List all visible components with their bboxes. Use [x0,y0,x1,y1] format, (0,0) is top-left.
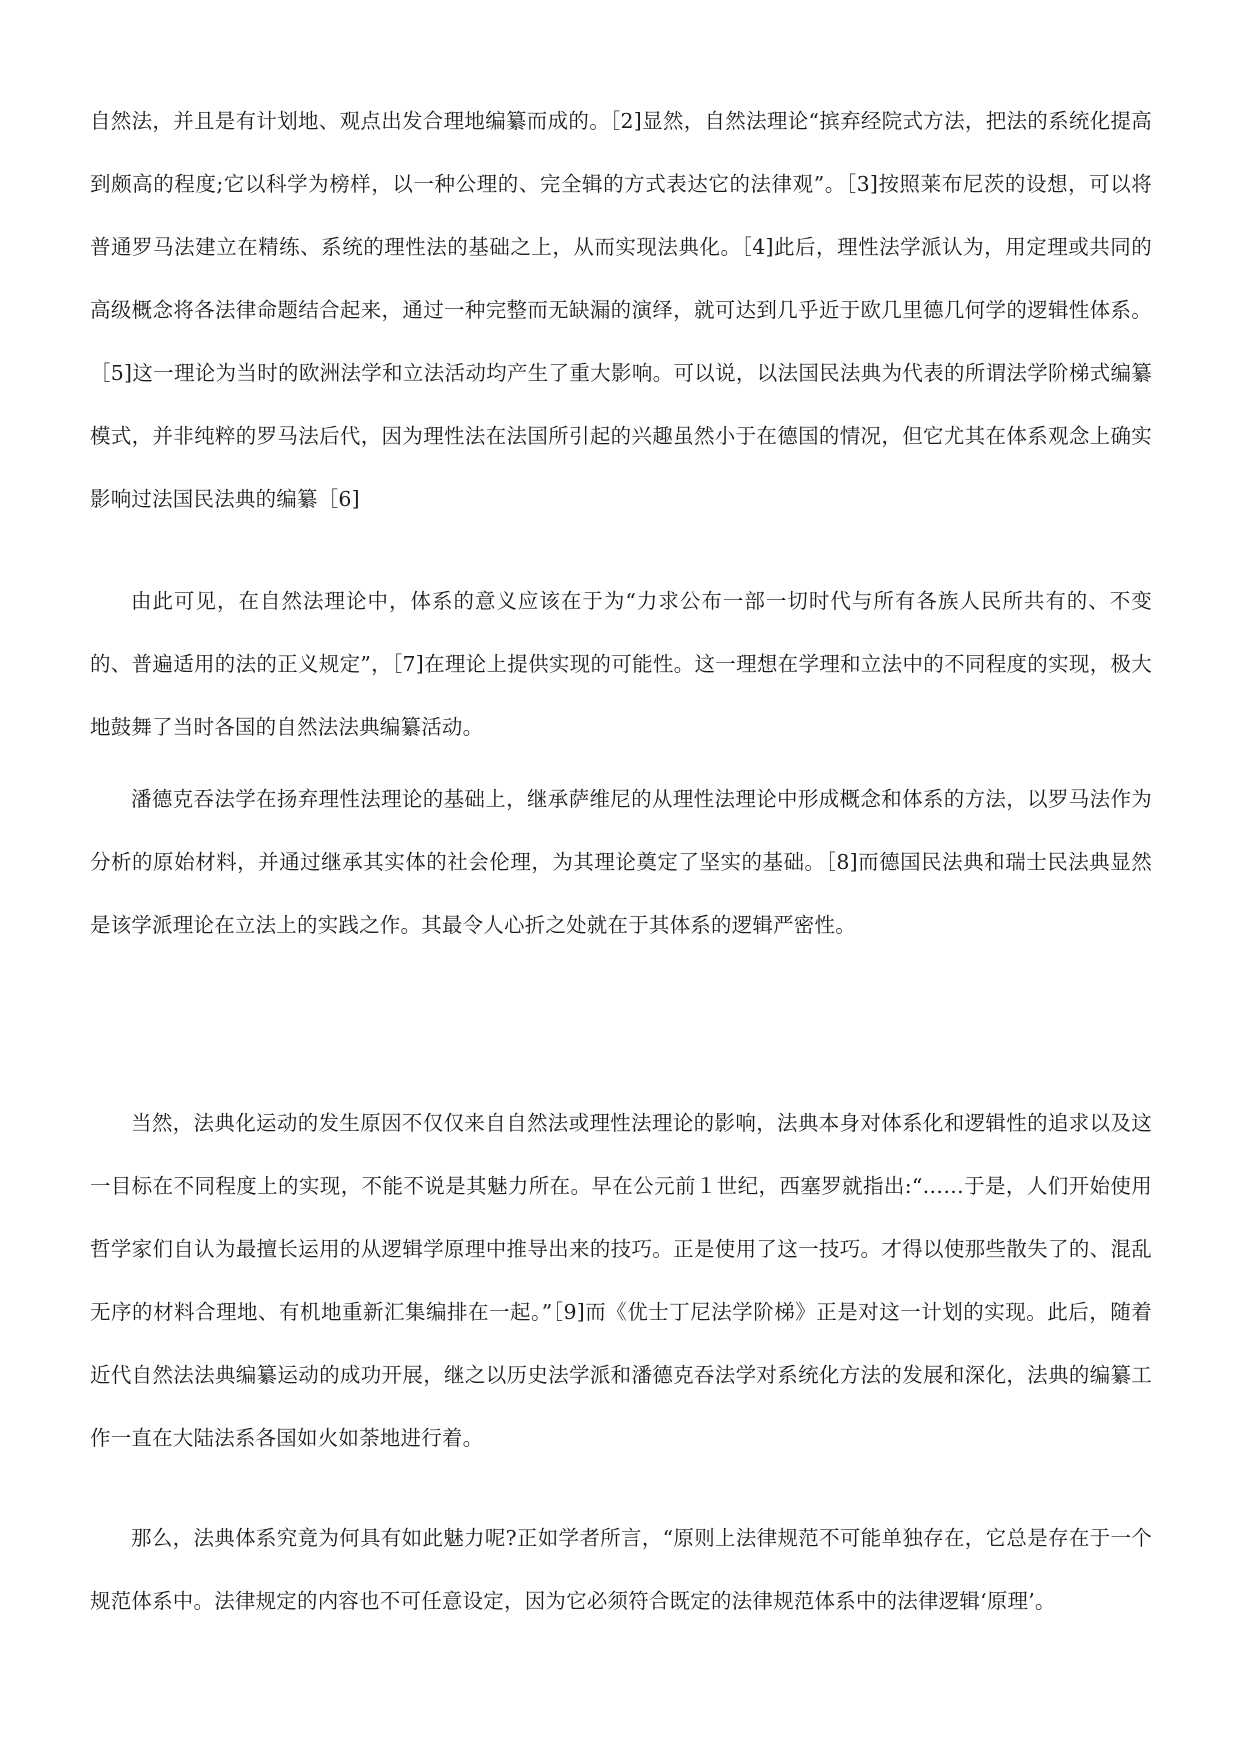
paragraph-pandectist-school: 潘德克吞法学在扬弃理性法理论的基础上，继承萨维尼的从理性法理论中形成概念和体系的方法，以罗马法作为分析的原始材料，并通过继承其实体的社会伦理，为其理论奠定了坚实的基础。［8]而德国民法典和瑞士民法典显然是该学派理论在立法上的实践之作。其最令人心折之处就在于其体系的逻辑严密性。 [90,787,1152,937]
paragraph-natural-law-codification: 自然法，并且是有计划地、观点出发合理地编纂而成的。［2]显然，自然法理论“摈弃经院式方法，把法的系统化提高到颇高的程度;它以科学为榜样，以一种公理的、完全辑的方式表达它的法律观”。［3]按照莱布尼茨的设想，可以将普通罗马法建立在精练、系统的理性法的基础之上，从而实现法典化。［4]此后，理性法学派认为，用定理或共同的高级概念将各法律命题结合起来，通过一种完整而无缺漏的演绎，就可达到几乎近于欧几里德几何学的逻辑性体系。［5]这一理论为当时的欧洲法学和立法活动均产生了重大影响。可以说，以法国民法典为代表的所谓法学阶梯式编纂模式，并非纯粹的罗马法后代，因为理性法在法国所引起的兴趣虽然小于在德国的情况，但它尤其在体系观念上确实影响过法国民法典的编纂［6] [90,109,1152,511]
paragraph-code-system-charm: 那么，法典体系究竟为何具有如此魅力呢?正如学者所言，“原则上法律规范不可能单独存在，它总是存在于一个规范体系中。法律规定的内容也不可任意设定，因为它必须符合既定的法律规范体系中的法律逻辑‘原理’。 [90,1526,1152,1613]
paragraph-system-meaning: 由此可见，在自然法理论中，体系的意义应该在于为“力求公布一部一切时代与所有各族人民所共有的、不变的、普遍适用的法的正义规定”，［7]在理论上提供实现的可能性。这一理想在学理和立法中的不同程度的实现，极大地鼓舞了当时各国的自然法法典编纂活动。 [90,589,1152,739]
paragraph-codification-movement: 当然，法典化运动的发生原因不仅仅来自自然法或理性法理论的影响，法典本身对体系化和逻辑性的追求以及这一目标在不同程度上的实现，不能不说是其魅力所在。早在公元前１世纪，西塞罗就指出:“……于是，人们开始使用哲学家们自认为最擅长运用的从逻辑学原理中推导出来的技巧。正是使用了这一技巧。才得以使那些散失了的、混乱无序的材料合理地、有机地重新汇集编排在一起。”［9]而《优士丁尼法学阶梯》正是对这一计划的实现。此后，随着近代自然法法典编纂运动的成功开展，继之以历史法学派和潘德克吞法学对系统化方法的发展和深化，法典的编纂工作一直在大陆法系各国如火如荼地进行着。 [90,1111,1152,1450]
